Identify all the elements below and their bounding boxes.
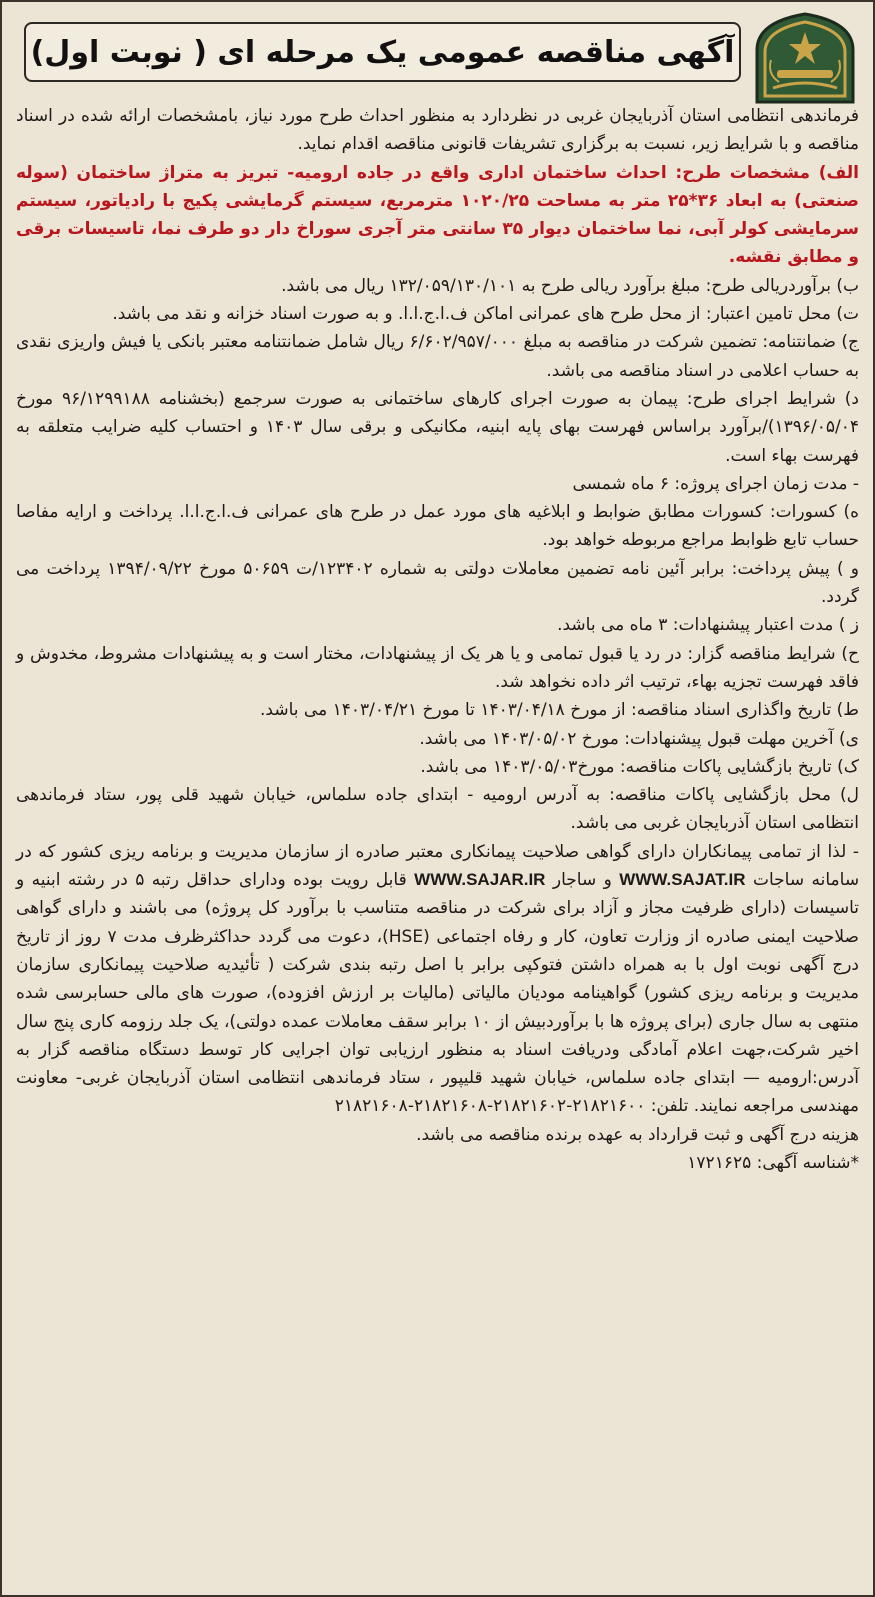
sajat-link[interactable]: WWW.SAJAT.IR — [619, 870, 746, 890]
title-box — [24, 22, 741, 82]
intro-paragraph: فرماندهی انتظامی استان آذربایجان غربی در نظردارد به منظور احداث طرح مورد نیاز، بامشخصات ارائه شده در اسناد مناقصه و با شرایط زیر، نسبت به برگزاری تشریفات قانونی مناقصه اقدام نماید. — [16, 106, 859, 155]
section-he2: ح) شرایط مناقصه گزار: در رد یا قبول تمامی و یا هر یک از پیشنهادات، مختار است و به پیشنهادات مشروط، مخدوش و فاقد فهرست تجزیه بهاء، ترتیب اثر داده نخواهد شد. — [16, 643, 859, 692]
ad-header — [12, 10, 865, 106]
section-ye: ی) آخرین مهلت قبول پیشنهادات: مورخ ۱۴۰۳/۰۵/۰۲ می باشد. — [419, 728, 859, 749]
section-vav: و ) پیش پرداخت: برابر آئین نامه تضمین معاملات دولتی به شماره ۱۲۳۴۰۲/ت ۵۰۶۵۹ مورخ ۱۳۹۴/۰۹/۲۲ پرداخت می گردد. — [16, 558, 859, 608]
page-title: آگهی مناقصه عمومی یک مرحله ای ( نوبت اول) — [30, 34, 735, 70]
final-text-1: - لذا از تمامی پیمانکاران دارای گواهی صلاحیت پیمانکاری معتبر صادره از سازمان مدیریت و برنامه ریزی کشور که در سامانه ساجات — [16, 841, 860, 891]
ad-cost-note: هزینه درج آگهی و ثبت قرارداد به عهده برنده مناقصه می باشد. — [416, 1124, 859, 1145]
ad-id: *شناسه آگهی: ۱۷۲۱۶۲۵ — [687, 1152, 859, 1173]
section-kaf: ک) تاریخ بازگشایی پاکات مناقصه: مورخ۱۴۰۳/۰۵/۰۳ می باشد. — [420, 756, 859, 777]
project-specs: الف) مشخصات طرح: احداث ساختمان اداری واقع در جاده ارومیه- تبریز به متراژ ساختمان (سوله صنعتی) به ابعاد ۳۶*۲۵ متر به مساحت ۱۰۲۰/۲۵ مترمربع، سیستم گرمایشی پکیج با رادیاتور، سیستم سرمایشی کولر آبی، نما ساختمان دیوار ۳۵ سانتی متر آجری سوراخ دار دو طرف نما، تاسیسات برقی و مطابق نقشه. — [16, 162, 859, 268]
final-paragraph — [16, 838, 859, 1121]
section-lam: ل) محل بازگشایی پاکات مناقصه: به آدرس ارومیه - ابتدای جاده سلماس، خیابان شهید قلی پور، ستاد فرماندهی انتظامی استان آذربایجان غربی می باشد. — [16, 785, 859, 834]
final-text-3: قابل رویت بوده ودارای حداقل رتبه ۵ در رشته ابنیه و تاسیسات (دارای ظرفیت مجاز و آزاد برای شرکت در مناقصه متناسب با برآورد کل پروژه) می باشند و دارای گواهی صلاحیت ایمنی صادره از وزارت تعاون، کار و رفاه اجتماعی (HSE)، دعوت می گردد حداکثرظرف مدت ۷ روز از تاریخ درج آگهی نوبت اول با به همراه داشتن فتوکپی برابر با اصل رتبه بندی شرکت ( تأئیدیه صلاحیت پیمانکاری سازمان مدیریت و برنامه ریزی کشور) گواهینامه مودیان مالیاتی (مالیات بر ارزش افزوده)، صورت های مالی حسابرسی شده منتهی به سال جاری (برای پروژه ها با برآوردبیش از ۱۰ برابر سقف معاملات عمده دولتی)، یک جلد رزومه کاری پنج سال اخیر شرکت،جهت اعلام آمادگی ودریافت اسناد به منظور ارزیابی توان اجرایی کار توسط دستگاه مناقصه گزار به آدرس:ارومیه — ابتدای جاده سلماس، خیابان شهید قلیپور ، ستاد فرماندهی انتظامی استان آذربایجان غربی- معاونت مهندسی مراجعه نمایند. تلفن: ۲۱۸۲۱۶۰۰-۲۱۸۲۱۶۰۲-۲۱۸۲۱۶۰۸-۲۱۸۲۱۶۰۸ — [16, 870, 859, 1117]
section-be: ب) برآوردریالی طرح: مبلغ برآورد ریالی طرح به ۱۳۲/۰۵۹/۱۳۰/۱۰۱ ریال می باشد. — [281, 275, 859, 296]
section-jim: ج) ضمانتنامه: تضمین شرکت در مناقصه به مبلغ ۶/۶۰۲/۹۵۷/۰۰۰ ریال شامل ضمانتنامه معتبر بانکی یا فیش واریزی نقدی به حساب اعلامی در اسناد مناقصه می باشد. — [16, 332, 860, 381]
section-ta: ط) تاریخ واگذاری اسناد مناقصه: از مورخ ۱۴۰۳/۰۴/۱۸ تا مورخ ۱۴۰۳/۰۴/۲۱ می باشد. — [260, 700, 859, 721]
section-he: ه) کسورات: کسورات مطابق ضوابط و ابلاغیه های مورد عمل در طرح های عمرانی ف.ا.ج.ا.ا. پرداخت و ارایه مفاصا حساب تابع ظوابط مراجع مربوطه خواهد بود. — [16, 502, 859, 551]
section-te: ت) محل تامین اعتبار: از محل طرح های عمرانی اماکن ف.ا.ج.ا.ا. و به صورت اسناد خزانه و نقد می باشد. — [112, 304, 859, 325]
section-ze: ز ) مدت اعتبار پیشنهادات: ۳ ماه می باشد. — [557, 615, 859, 636]
police-emblem-icon — [749, 10, 861, 106]
ad-body — [16, 102, 859, 1177]
section-dal: د) شرایط اجرای طرح: پیمان به صورت اجرای کارهای ساختمانی به صورت سرجمع (بخشنامه ۹۶/۱۲۹۹۱۸۸ مورخ ۱۳۹۶/۰۵/۰۴)/برآورد براساس فهرست بهای پایه ابنیه، مکانیکی و برقی سال ۱۴۰۳ و احتساب کلیه ضرایب متعلقه به فهرست بهاء است. — [16, 388, 859, 466]
project-duration: - مدت زمان اجرای پروژه: ۶ ماه شمسی — [572, 473, 859, 494]
final-text-2: و ساجار — [552, 870, 612, 891]
sajar-link[interactable]: WWW.SAJAR.IR — [414, 870, 546, 890]
